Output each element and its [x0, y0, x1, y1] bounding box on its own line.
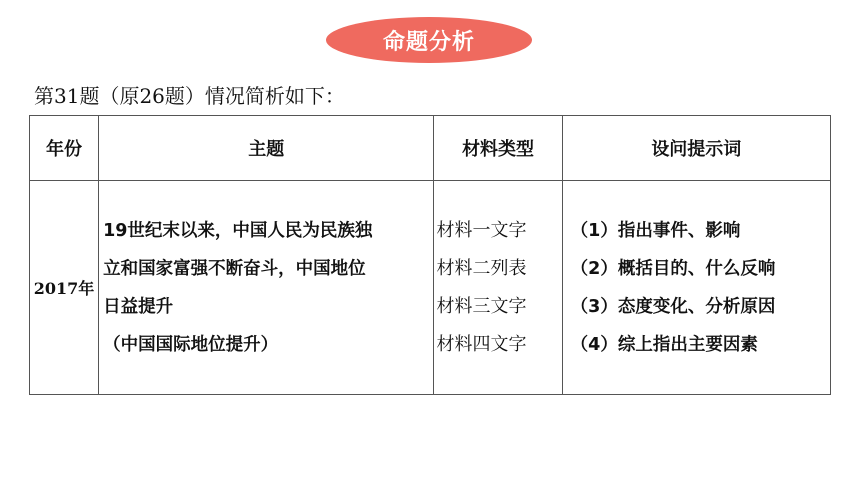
header-material-type: 材料类型: [434, 116, 562, 181]
material-type-item: 材料三文字: [436, 295, 527, 317]
material-type-cell: [434, 181, 562, 395]
question-summary-heading: 第31题（原26题）情况简析如下：: [34, 84, 345, 108]
hint-item: （4）综上指出主要因素: [570, 334, 758, 355]
section-title-badge: [326, 17, 532, 63]
topic-line: 日益提升: [103, 296, 174, 317]
material-type-item: 材料一文字: [436, 219, 527, 241]
material-type-item: 材料四文字: [436, 333, 527, 355]
hint-item: （1）指出事件、影响: [570, 220, 741, 241]
hint-words-cell: [562, 181, 830, 395]
header-hint-words: 设问提示词: [562, 116, 830, 181]
table-row: [30, 181, 831, 395]
topic-line: 立和国家富强不断奋斗，中国地位: [103, 258, 366, 279]
table-header-row: [30, 116, 831, 181]
year-cell: 2017年: [30, 181, 99, 395]
header-year: 年份: [30, 116, 99, 181]
topic-line: 19世纪末以来，中国人民为民族独: [103, 220, 373, 241]
section-title: 命题分析: [382, 29, 475, 55]
material-type-item: 材料二列表: [436, 257, 527, 279]
hint-item: （2）概括目的、什么反响: [570, 258, 776, 279]
hint-item: （3）态度变化、分析原因: [570, 296, 776, 317]
topic-cell: [99, 181, 434, 395]
header-topic: 主题: [99, 116, 434, 181]
analysis-table: [29, 115, 831, 395]
topic-line: （中国国际地位提升）: [103, 334, 279, 355]
